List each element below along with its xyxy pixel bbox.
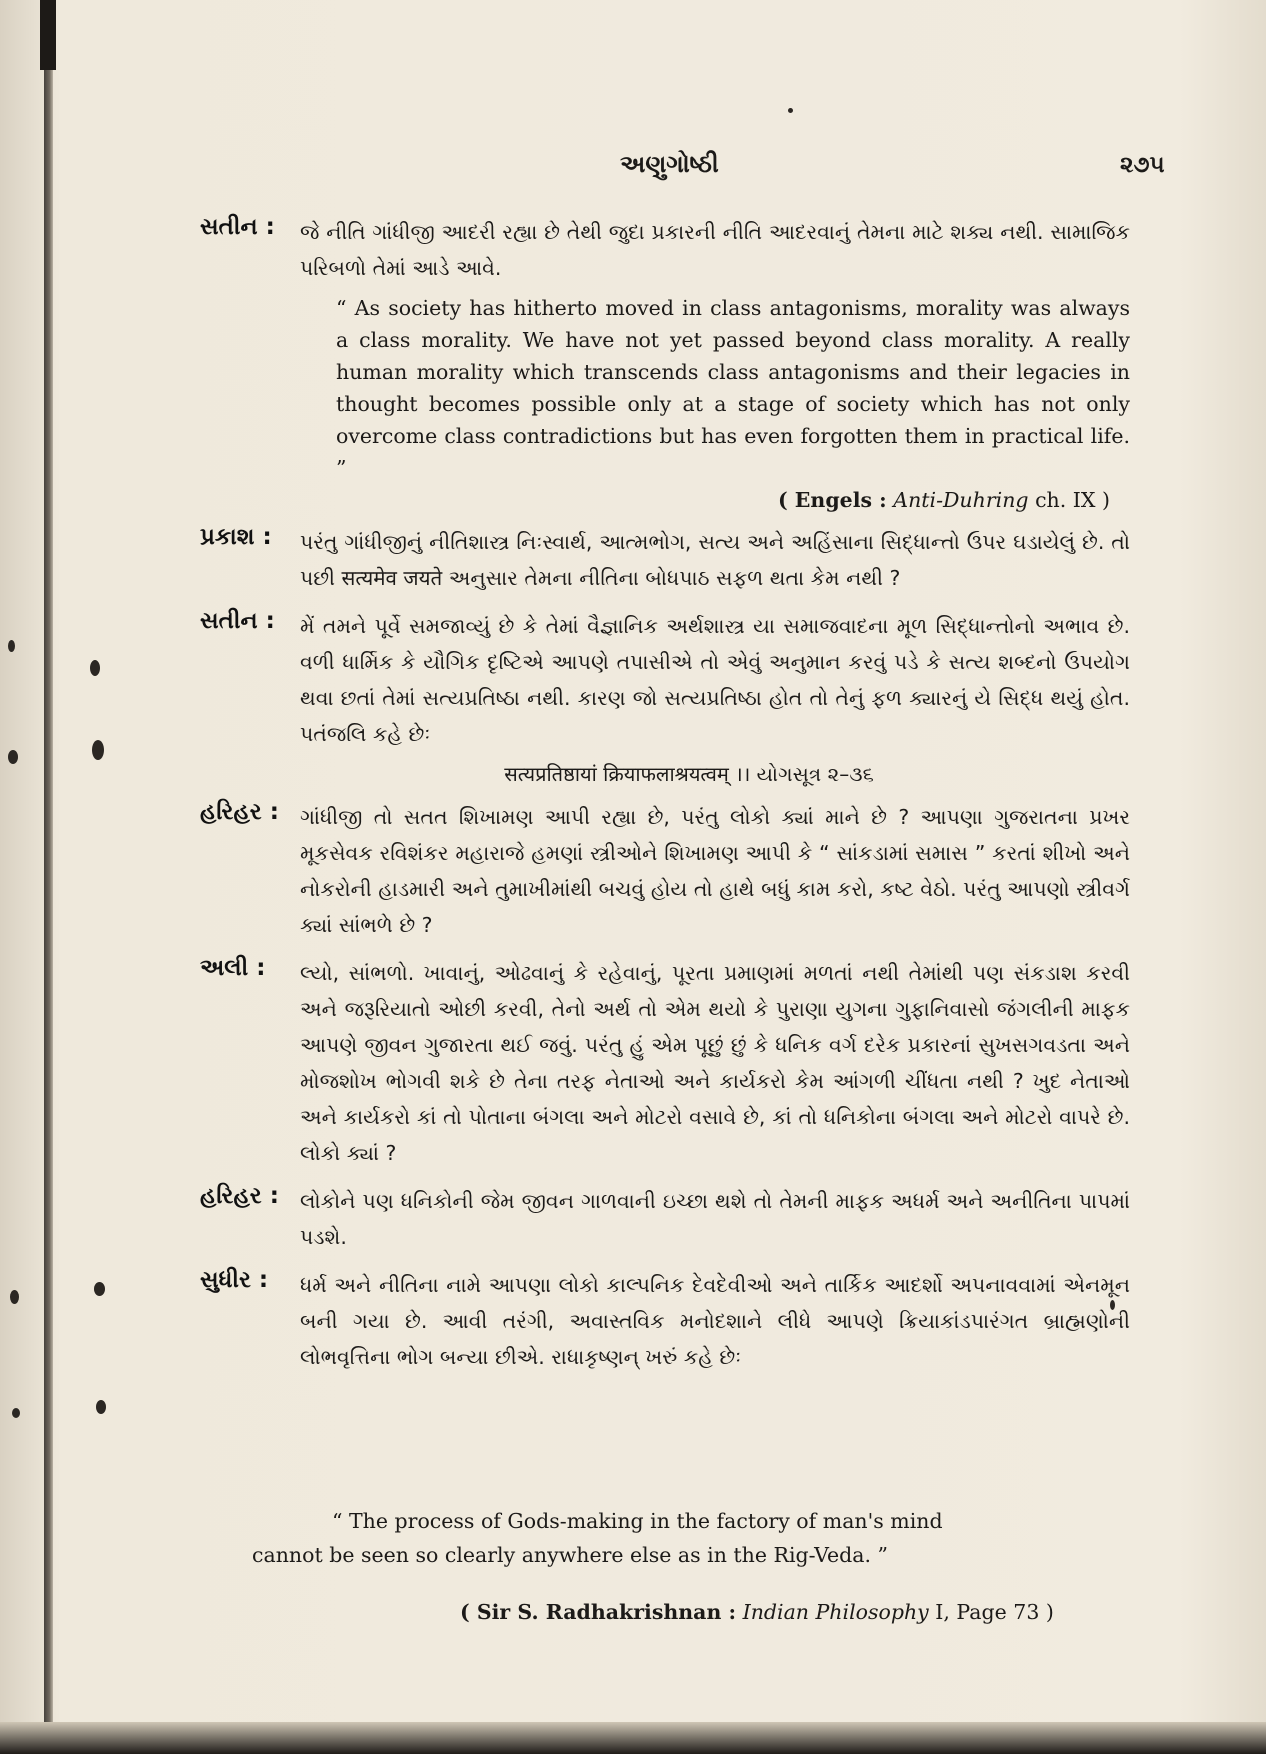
citation-author: ( Engels : xyxy=(777,488,887,512)
closing-quote-citation xyxy=(460,1600,1054,1624)
dialogue-turn xyxy=(200,214,1130,512)
sanskrit-sutra: सत्यप्रतिष्ठायां क्रियाफलाश्रयत्वम् ।। યોગસૂત્ર ૨–૩૬ xyxy=(504,762,874,786)
speaker-name: સતીન : xyxy=(200,608,275,634)
margin-speck xyxy=(90,660,100,676)
speaker-name: અલી : xyxy=(200,955,266,981)
dialogue-turn xyxy=(200,608,1130,787)
margin-speck xyxy=(92,740,104,760)
speaker-name: પ્રકાશ : xyxy=(200,524,272,550)
page-bottom-edge xyxy=(0,1722,1266,1754)
closing-quote-line-2: cannot be seen so clearly anywhere else as in the Rig-Veda. ” xyxy=(252,1543,888,1567)
dialogue-turn xyxy=(200,1267,1130,1375)
book-spine-shadow xyxy=(44,0,53,1754)
dialogue-text: પરંતુ ગાંધીજીનું નીતિશાસ્ત્ર નિઃસ્વાર્થ, આત્મભોગ, સત્ય અને અહિંસાના સિદ્ધાન્તો ઉપર ઘડાયેલું છે. તો પછી सत्यमेव जयते અનુસાર તેમના નીતિના બોધપાઠ સફળ થતા કેમ નથી ? xyxy=(300,530,1130,590)
margin-speck xyxy=(10,1290,19,1304)
citation-page: I, Page 73 ) xyxy=(935,1600,1054,1624)
speaker-name: હરિહર : xyxy=(200,799,279,825)
book-spine-top xyxy=(40,0,56,70)
dialogue-text: મેં તમને પૂર્વે સમજાવ્યું છે કે તેમાં વૈજ્ઞાનિક અર્થશાસ્ત્ર યા સમાજવાદના મૂળ સિદ્ધાન્તોનો અભાવ છે. વળી ધાર્મિક કે યૌગિક દૃષ્ટિએ આપણે તપાસીએ તો એવું અનુમાન કરવું પડે કે સત્ય શબ્દનો ઉપયોગ થવા છતાં તેમાં સત્યપ્રતિષ્ઠા નથી. કારણ જો સત્યપ્રતિષ્ઠા હોત તો તેનું ફળ ક્યારનું યે સિદ્ધ થયું હોત. પતંજલિ કહે છેઃ xyxy=(300,614,1130,746)
dialogue-text: ગાંધીજી તો સતત શિખામણ આપી રહ્યા છે, પરંતુ લોકો ક્યાં માને છે ? આપણા ગુજરાતના પ્રખર મૂકસેવક રવિશંકર મહારાજે હમણાં સ્ત્રીઓને શિખામણ આપી કે “ સાંકડામાં સમાસ ” કરતાં શીખો અને નોકરોની હાડમારી અને તુમાખીમાંથી બચવું હોય તો હાથે બધું કામ કરો, કષ્ટ વેઠો. પરંતુ આપણો સ્ત્રીવર્ગ ક્યાં સાંભળે છે ? xyxy=(300,805,1130,937)
dialogue-text: જે નીતિ ગાંધીજી આદરી રહ્યા છે તેથી જુદા પ્રકારની નીતિ આદરવાનું તેમના માટે શક્ય નથી. સામાજિક પરિબળો તેમાં આડે આવે. xyxy=(300,220,1130,280)
dialogue-text: લોકોને પણ ધનિકોની જેમ જીવન ગાળવાની ઇચ્છા થશે તો તેમની માફક અધર્મ અને અનીતિના પાપમાં પડશે. xyxy=(300,1189,1130,1249)
dialogue-turn xyxy=(200,799,1130,943)
closing-quote xyxy=(252,1504,1092,1572)
citation-work: Indian Philosophy xyxy=(742,1600,929,1624)
citation-chapter: ch. IX ) xyxy=(1035,488,1110,512)
english-quote: “ As society has hitherto moved in class antagonisms, morality was always a class morality. We have not yet passed beyond class morality. A really human morality which transcends class antagonisms and their legacies in thought becomes possible only at a stage of society which has not only overcome class contradictions but has even forgotten them in practical life. ” xyxy=(336,296,1130,480)
margin-speck xyxy=(96,1400,106,1414)
margin-speck xyxy=(788,108,793,113)
closing-quote-line-1: “ The process of Gods-making in the factory of man's mind xyxy=(332,1509,943,1533)
dialogue-turn xyxy=(200,955,1130,1171)
dialogue-body xyxy=(200,214,1130,1387)
dialogue-turn xyxy=(200,1183,1130,1255)
margin-speck xyxy=(8,640,15,652)
citation-author: ( Sir S. Radhakrishnan : xyxy=(460,1600,737,1624)
dialogue-text: લ્યો, સાંભળો. ખાવાનું, ઓઢવાનું કે રહેવાનું, પૂરતા પ્રમાણમાં મળતાં નથી તેમાંથી પણ સંકડાશ કરવી અને જરૂરિયાતો ઓછી કરવી, તેનો અર્થ તો એમ થયો કે પુરાણા યુગના ગુફાનિવાસો જંગલીની માફક આપણે જીવન ગુજારતા થઈ જવું. પરંતુ હું એમ પૂછું છું કે ધનિક વર્ગ દરેક પ્રકારનાં સુખસગવડતા અને મોજશોખ ભોગવી શકે છે તેના તરફ નેતાઓ અને કાર્યકરો કેમ આંગળી ચીંધતા નથી ? ખુદ નેતાઓ અને કાર્યકરો કાં તો પોતાના બંગલા અને મોટરો વસાવે છે, કાં તો ધનિકોના બંગલા અને મોટરો વાપરે છે. લોકો ક્યાં ? xyxy=(300,961,1130,1165)
margin-speck xyxy=(8,750,18,764)
page-number: ૨૭૫ xyxy=(1120,152,1165,178)
dialogue-turn xyxy=(200,524,1130,596)
running-title: અણુગોષ્ઠી xyxy=(620,150,719,178)
citation-work: Anti-Duhring xyxy=(893,488,1029,512)
margin-speck xyxy=(94,1282,105,1296)
speaker-name: સુધીર : xyxy=(200,1267,269,1293)
quote-citation xyxy=(248,488,1130,512)
speaker-name: હરિહર : xyxy=(200,1183,279,1209)
page-header xyxy=(0,150,1266,190)
speaker-name: સતીન : xyxy=(200,214,275,240)
margin-speck xyxy=(12,1408,20,1418)
dialogue-text: ધર્મ અને નીતિના નામે આપણા લોકો કાલ્પનિક દેવદેવીઓ અને તાર્કિક આદર્શો અપનાવવામાં એનમૂન બની ગયા છે. આવી તરંગી, અવાસ્તવિક મનોદશાને લીધે આપણે ક્રિયાકાંડપારંગત બ્રાહ્મણોની લોભવૃત્તિના ભોગ બન્યા છીએ. રાધાકૃષ્ણન્ ખરું કહે છેઃ xyxy=(300,1273,1130,1369)
